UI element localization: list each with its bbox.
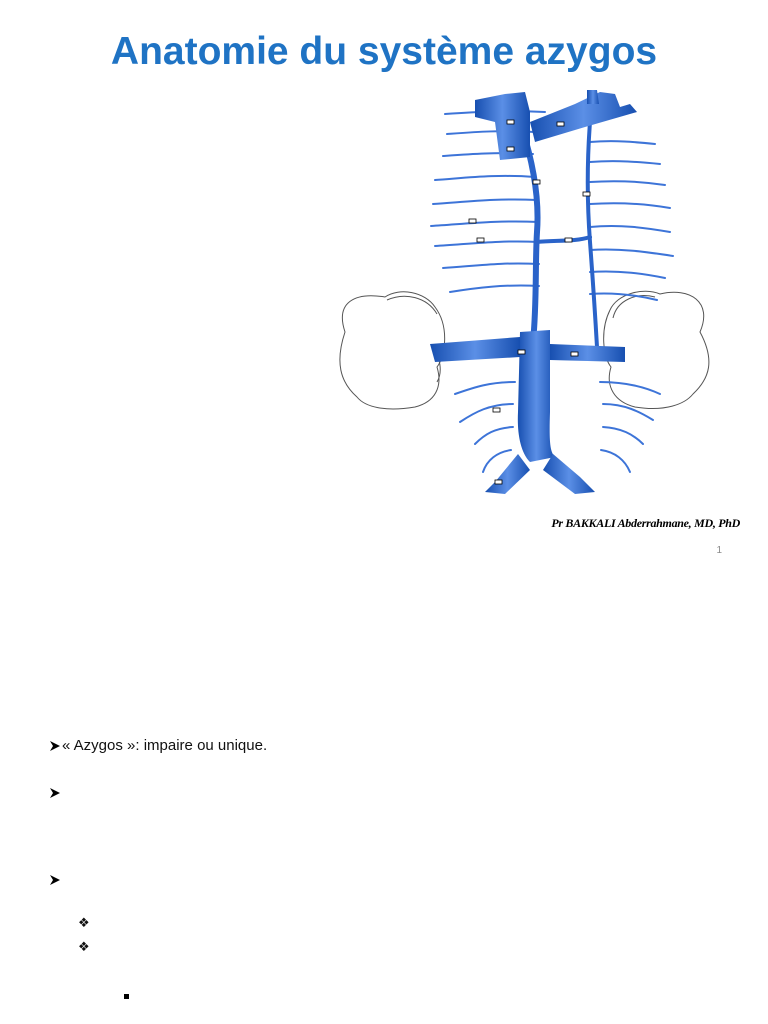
sub-bullet-item [78, 915, 90, 931]
bullet-item [48, 873, 62, 887]
diamond-bullet-icon: ❖ [78, 939, 90, 954]
bullet-item [48, 786, 62, 800]
square-bullet-icon [124, 994, 129, 999]
arrowhead-bullet-icon [48, 873, 62, 887]
page-number: 1 [716, 545, 722, 556]
bullet-text: « Azygos »: impaire ou unique. [62, 737, 268, 754]
azygos-anatomy-illustration [325, 82, 720, 502]
arrowhead-bullet-icon [48, 786, 62, 800]
left-kidney-outline [340, 292, 445, 409]
bullet-item [48, 737, 267, 754]
author-credit: Pr BAKKALI Abderrahmane, MD, PhD [551, 516, 740, 530]
superior-vena-cava [475, 90, 637, 160]
arrowhead-bullet-icon [48, 739, 62, 753]
inferior-vena-cava [430, 330, 625, 494]
intercostal-veins-right [590, 141, 673, 472]
sub-bullet-item [78, 939, 90, 955]
diamond-bullet-icon: ❖ [78, 915, 90, 930]
hemiazygos-vein [537, 122, 597, 347]
tertiary-bullet-item [124, 994, 129, 999]
page-title: Anatomie du système azygos [110, 30, 658, 73]
